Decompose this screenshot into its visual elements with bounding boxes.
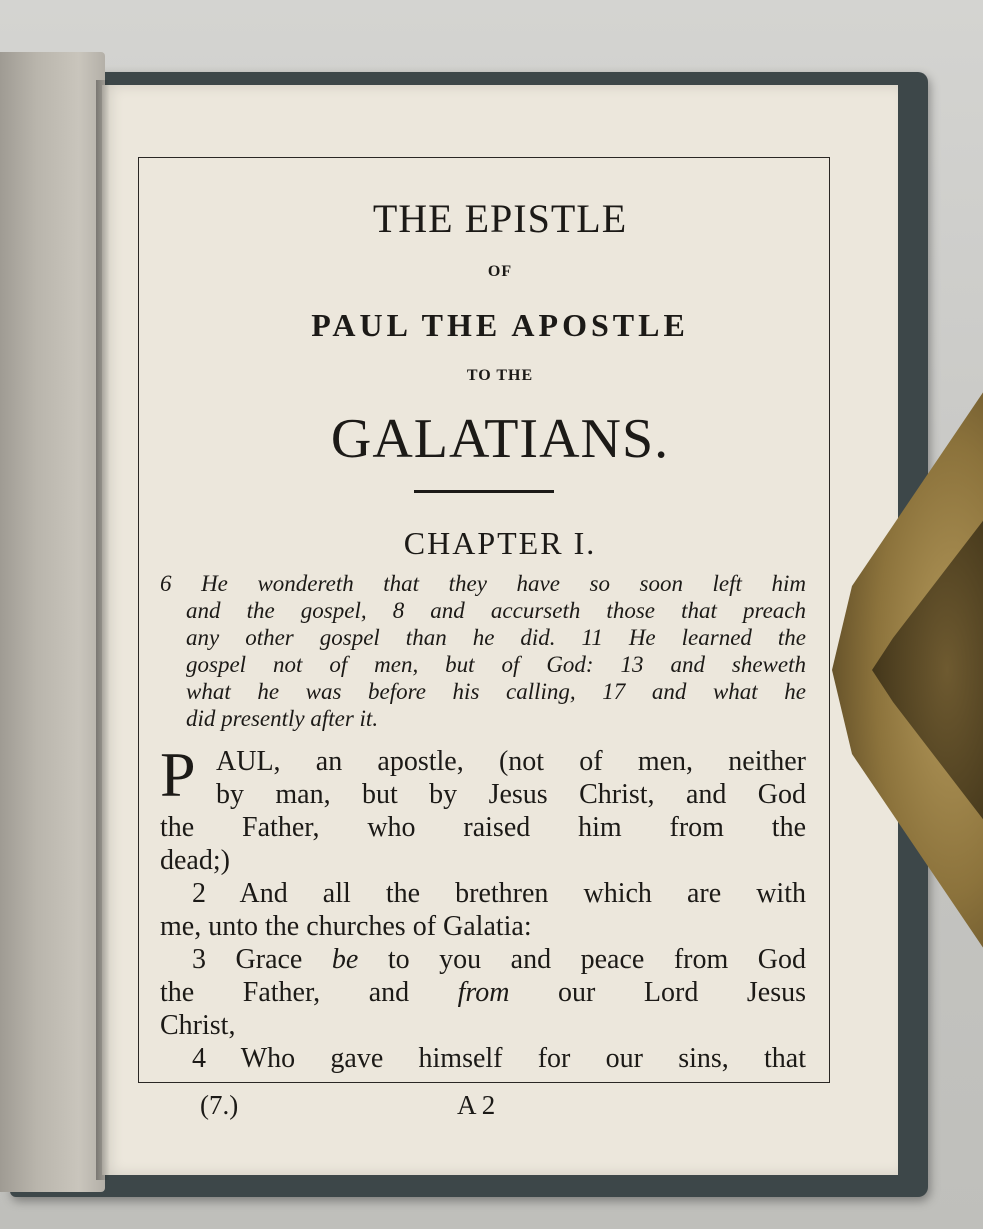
verse-line: Christ, (160, 1010, 236, 1041)
verse-line: dead;) (160, 845, 230, 876)
verse-line: 4 Who gave himself for our sins, that (192, 1043, 806, 1074)
verse-fragment: to you and peace from God (358, 944, 806, 975)
title-rule (414, 490, 554, 493)
title-line-paul: PAUL THE APOSTLE (311, 307, 689, 343)
verse-fragment: the Father, and (160, 977, 458, 1008)
verse-line: by man, but by Jesus Christ, and God (216, 779, 806, 810)
book-page (102, 85, 898, 1175)
verse-line: me, unto the churches of Galatia: (160, 911, 532, 942)
scripture-text (160, 739, 806, 1075)
title-line-galatians: GALATIANS. (330, 408, 670, 470)
verse-fragment: our Lord Jesus (509, 977, 806, 1008)
summary-line: any other gospel than he did. 11 He learned the (186, 625, 806, 650)
verse-italic-word: from (457, 977, 510, 1008)
summary-line: what he was before his calling, 17 and what he (186, 679, 806, 704)
title-line-to-the: TO THE (466, 367, 534, 384)
title-line-of: OF (487, 263, 513, 280)
left-page-edge (0, 52, 105, 1192)
verse-line (160, 976, 806, 1009)
summary-line: did presently after it. (186, 706, 379, 731)
verse-fragment: 3 Grace (192, 944, 332, 975)
page-gutter-shadow (96, 80, 110, 1180)
chapter-heading: CHAPTER I. (403, 525, 597, 561)
signature-mark: A 2 (457, 1090, 496, 1120)
summary-line: gospel not of men, but of God: 13 and sheweth (186, 652, 806, 677)
verse-italic-word: be (331, 944, 359, 975)
summary-line: 6 He wondereth that they have so soon left him (160, 571, 806, 596)
page-number: (7.) (200, 1090, 239, 1120)
verse-line (160, 943, 806, 976)
title-line-epistle: THE EPISTLE (372, 196, 628, 241)
verse-line: 2 And all the brethren which are with (192, 878, 806, 909)
drop-cap: P (160, 739, 196, 810)
chapter-summary (160, 570, 806, 732)
verse-line: AUL, an apostle, (not of men, neither (216, 746, 806, 777)
verse-line: the Father, who raised him from the (160, 812, 806, 843)
summary-line: and the gospel, 8 and accurseth those that preach (186, 598, 806, 623)
